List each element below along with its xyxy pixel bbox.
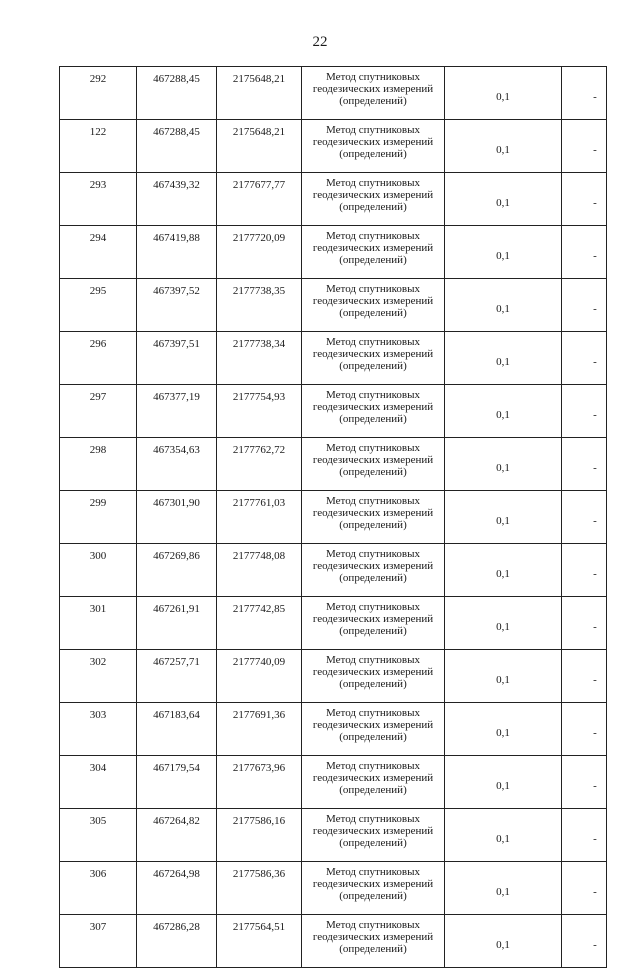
method-cell — [302, 703, 445, 756]
method-line: геодезических измерений — [312, 613, 434, 625]
method-cell — [302, 332, 445, 385]
x-coordinate-cell: 467301,90 — [137, 491, 217, 544]
note-cell: - — [562, 915, 607, 968]
y-coordinate-cell: 2177754,93 — [217, 385, 302, 438]
note-cell: - — [562, 703, 607, 756]
x-coordinate-cell: 467377,19 — [137, 385, 217, 438]
accuracy-cell: 0,1 — [445, 173, 562, 226]
point-number-cell: 297 — [60, 385, 137, 438]
x-coordinate-cell: 467183,64 — [137, 703, 217, 756]
x-coordinate-cell: 467264,82 — [137, 809, 217, 862]
y-coordinate-cell: 2175648,21 — [217, 120, 302, 173]
method-cell — [302, 67, 445, 120]
method-line: (определений) — [339, 784, 407, 796]
method-line: геодезических измерений — [312, 136, 434, 148]
note-cell: - — [562, 491, 607, 544]
method-line: Метод спутниковых — [326, 707, 420, 719]
method-line: геодезических измерений — [312, 772, 434, 784]
point-number-cell: 300 — [60, 544, 137, 597]
table-row — [60, 120, 607, 173]
y-coordinate-cell: 2175648,21 — [217, 67, 302, 120]
table-row — [60, 597, 607, 650]
accuracy-cell: 0,1 — [445, 915, 562, 968]
note-cell: - — [562, 120, 607, 173]
accuracy-cell: 0,1 — [445, 862, 562, 915]
accuracy-cell: 0,1 — [445, 438, 562, 491]
x-coordinate-cell: 467354,63 — [137, 438, 217, 491]
accuracy-cell: 0,1 — [445, 226, 562, 279]
method-line: геодезических измерений — [312, 242, 434, 254]
table-row — [60, 650, 607, 703]
note-cell: - — [562, 597, 607, 650]
x-coordinate-cell: 467286,28 — [137, 915, 217, 968]
y-coordinate-cell: 2177762,72 — [217, 438, 302, 491]
table-row — [60, 438, 607, 491]
y-coordinate-cell: 2177677,77 — [217, 173, 302, 226]
method-line: (определений) — [339, 254, 407, 266]
x-coordinate-cell: 467269,86 — [137, 544, 217, 597]
method-line: геодезических измерений — [312, 666, 434, 678]
method-cell — [302, 173, 445, 226]
x-coordinate-cell: 467288,45 — [137, 67, 217, 120]
x-coordinate-cell: 467419,88 — [137, 226, 217, 279]
point-number-cell: 294 — [60, 226, 137, 279]
method-cell — [302, 544, 445, 597]
method-cell — [302, 385, 445, 438]
accuracy-cell: 0,1 — [445, 544, 562, 597]
table-row — [60, 862, 607, 915]
x-coordinate-cell: 467179,54 — [137, 756, 217, 809]
table-row — [60, 332, 607, 385]
table-row — [60, 703, 607, 756]
point-number-cell: 302 — [60, 650, 137, 703]
x-coordinate-cell: 467261,91 — [137, 597, 217, 650]
method-line: (определений) — [339, 360, 407, 372]
x-coordinate-cell: 467397,51 — [137, 332, 217, 385]
table-row — [60, 226, 607, 279]
method-cell — [302, 756, 445, 809]
note-cell: - — [562, 756, 607, 809]
point-number-cell: 296 — [60, 332, 137, 385]
method-line: (определений) — [339, 307, 407, 319]
method-line: Метод спутниковых — [326, 124, 420, 136]
method-cell — [302, 226, 445, 279]
table-row — [60, 385, 607, 438]
note-cell: - — [562, 226, 607, 279]
coordinates-table-body — [60, 67, 607, 968]
method-line: геодезических измерений — [312, 719, 434, 731]
accuracy-cell: 0,1 — [445, 756, 562, 809]
point-number-cell: 292 — [60, 67, 137, 120]
table-row — [60, 491, 607, 544]
method-line: геодезических измерений — [312, 454, 434, 466]
note-cell: - — [562, 279, 607, 332]
table-row — [60, 756, 607, 809]
point-number-cell: 295 — [60, 279, 137, 332]
y-coordinate-cell: 2177720,09 — [217, 226, 302, 279]
point-number-cell: 122 — [60, 120, 137, 173]
accuracy-cell: 0,1 — [445, 491, 562, 544]
y-coordinate-cell: 2177742,85 — [217, 597, 302, 650]
method-line: Метод спутниковых — [326, 336, 420, 348]
method-line: (определений) — [339, 837, 407, 849]
x-coordinate-cell: 467397,52 — [137, 279, 217, 332]
method-cell — [302, 809, 445, 862]
method-line: геодезических измерений — [312, 825, 434, 837]
method-line: (определений) — [339, 943, 407, 955]
note-cell: - — [562, 438, 607, 491]
y-coordinate-cell: 2177586,36 — [217, 862, 302, 915]
note-cell: - — [562, 544, 607, 597]
accuracy-cell: 0,1 — [445, 120, 562, 173]
method-line: Метод спутниковых — [326, 654, 420, 666]
method-line: геодезических измерений — [312, 401, 434, 413]
note-cell: - — [562, 67, 607, 120]
method-line: геодезических измерений — [312, 931, 434, 943]
method-line: Метод спутниковых — [326, 866, 420, 878]
x-coordinate-cell: 467264,98 — [137, 862, 217, 915]
accuracy-cell: 0,1 — [445, 385, 562, 438]
y-coordinate-cell: 2177740,09 — [217, 650, 302, 703]
y-coordinate-cell: 2177586,16 — [217, 809, 302, 862]
method-line: Метод спутниковых — [326, 495, 420, 507]
table-row — [60, 915, 607, 968]
note-cell: - — [562, 332, 607, 385]
accuracy-cell: 0,1 — [445, 279, 562, 332]
x-coordinate-cell: 467257,71 — [137, 650, 217, 703]
method-line: геодезических измерений — [312, 348, 434, 360]
point-number-cell: 298 — [60, 438, 137, 491]
method-line: Метод спутниковых — [326, 813, 420, 825]
table-row — [60, 809, 607, 862]
method-line: геодезических измерений — [312, 295, 434, 307]
note-cell: - — [562, 862, 607, 915]
method-cell — [302, 862, 445, 915]
method-line: Метод спутниковых — [326, 601, 420, 613]
method-line: Метод спутниковых — [326, 71, 420, 83]
method-line: геодезических измерений — [312, 507, 434, 519]
accuracy-cell: 0,1 — [445, 332, 562, 385]
method-line: Метод спутниковых — [326, 919, 420, 931]
method-line: (определений) — [339, 413, 407, 425]
method-cell — [302, 279, 445, 332]
x-coordinate-cell: 467439,32 — [137, 173, 217, 226]
method-cell — [302, 438, 445, 491]
y-coordinate-cell: 2177738,34 — [217, 332, 302, 385]
accuracy-cell: 0,1 — [445, 67, 562, 120]
method-line: (определений) — [339, 890, 407, 902]
page-number: 22 — [312, 34, 328, 50]
method-cell — [302, 650, 445, 703]
accuracy-cell: 0,1 — [445, 703, 562, 756]
method-line: Метод спутниковых — [326, 548, 420, 560]
note-cell: - — [562, 809, 607, 862]
method-cell — [302, 597, 445, 650]
method-line: Метод спутниковых — [326, 442, 420, 454]
method-line: Метод спутниковых — [326, 283, 420, 295]
table-row — [60, 173, 607, 226]
point-number-cell: 304 — [60, 756, 137, 809]
coordinates-table — [59, 66, 607, 968]
method-line: (определений) — [339, 148, 407, 160]
table-row — [60, 544, 607, 597]
y-coordinate-cell: 2177761,03 — [217, 491, 302, 544]
method-cell — [302, 120, 445, 173]
method-line: Метод спутниковых — [326, 389, 420, 401]
method-line: (определений) — [339, 95, 407, 107]
point-number-cell: 303 — [60, 703, 137, 756]
accuracy-cell: 0,1 — [445, 597, 562, 650]
point-number-cell: 293 — [60, 173, 137, 226]
method-line: Метод спутниковых — [326, 230, 420, 242]
y-coordinate-cell: 2177564,51 — [217, 915, 302, 968]
note-cell: - — [562, 173, 607, 226]
method-line: геодезических измерений — [312, 560, 434, 572]
method-line: Метод спутниковых — [326, 177, 420, 189]
method-line: геодезических измерений — [312, 189, 434, 201]
accuracy-cell: 0,1 — [445, 809, 562, 862]
y-coordinate-cell: 2177673,96 — [217, 756, 302, 809]
method-line: геодезических измерений — [312, 878, 434, 890]
note-cell: - — [562, 650, 607, 703]
point-number-cell: 306 — [60, 862, 137, 915]
method-line: (определений) — [339, 731, 407, 743]
y-coordinate-cell: 2177748,08 — [217, 544, 302, 597]
x-coordinate-cell: 467288,45 — [137, 120, 217, 173]
method-line: (определений) — [339, 678, 407, 690]
method-line: (определений) — [339, 466, 407, 478]
method-line: (определений) — [339, 201, 407, 213]
method-line: геодезических измерений — [312, 83, 434, 95]
point-number-cell: 301 — [60, 597, 137, 650]
accuracy-cell: 0,1 — [445, 650, 562, 703]
y-coordinate-cell: 2177738,35 — [217, 279, 302, 332]
table-row — [60, 279, 607, 332]
method-cell — [302, 491, 445, 544]
method-line: (определений) — [339, 572, 407, 584]
point-number-cell: 299 — [60, 491, 137, 544]
method-line: Метод спутниковых — [326, 760, 420, 772]
method-cell — [302, 915, 445, 968]
method-line: (определений) — [339, 519, 407, 531]
point-number-cell: 305 — [60, 809, 137, 862]
point-number-cell: 307 — [60, 915, 137, 968]
method-line: (определений) — [339, 625, 407, 637]
y-coordinate-cell: 2177691,36 — [217, 703, 302, 756]
note-cell: - — [562, 385, 607, 438]
table-row — [60, 67, 607, 120]
